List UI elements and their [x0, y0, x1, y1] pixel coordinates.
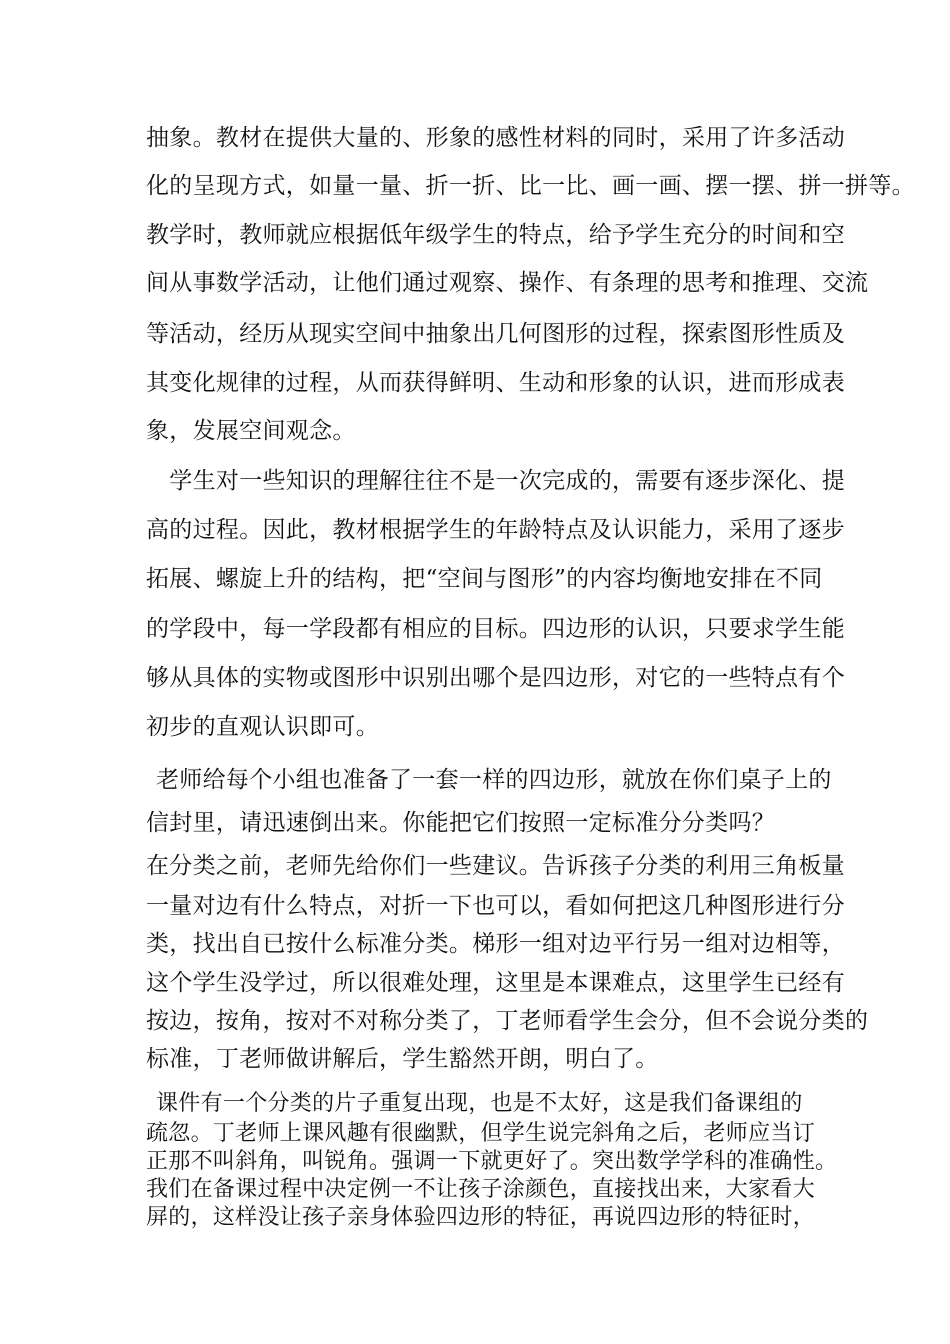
text-line: 一量对边有什么特点，对折一下也可以，看如何把这几种图形进行分	[146, 893, 845, 919]
text-line: 在分类之前，老师先给你们一些建议。告诉孩子分类的利用三角板量	[146, 853, 845, 879]
text-line: 信封里，请迅速倒出来。你能把它们按照一定标准分分类吗？	[146, 810, 776, 836]
text-line: 正那不叫斜角，叫锐角。强调一下就更好了。突出数学学科的准确性。	[146, 1149, 838, 1174]
text-line: 我们在备课过程中决定例一不让孩子涂颜色，直接找出来，大家看大	[146, 1177, 816, 1202]
text-line: 标准，丁老师做讲解后，学生豁然开朗，明白了。	[146, 1046, 659, 1072]
text-line: 拓展、螺旋上升的结构，把“空间与图形”的内容均衡地安排在不同	[146, 566, 823, 592]
text-line: 这个学生没学过，所以很难处理，这里是本课难点，这里学生已经有	[146, 970, 845, 996]
text-line: 教学时，教师就应根据低年级学生的特点，给予学生充分的时间和空	[146, 222, 845, 248]
text-line: 疏忽。丁老师上课风趣有很幽默，但学生说完斜角之后，老师应当订	[146, 1121, 816, 1146]
text-line: 课件有一个分类的片子重复出现，也是不太好，这是我们备课组的	[156, 1091, 803, 1116]
text-line: 其变化规律的过程，从而获得鲜明、生动和形象的认识，进而形成表	[146, 370, 845, 396]
text-line: 类，找出自已按什么标准分类。梯形一组对边平行另一组对边相等，	[146, 931, 845, 957]
text-line: 够从具体的实物或图形中识别出哪个是四边形，对它的一些特点有个	[146, 665, 845, 691]
text-line: 化的呈现方式，如量一量、折一折、比一比、画一画、摆一摆、拼一拼等。	[146, 173, 915, 199]
text-line: 高的过程。因此，教材根据学生的年龄特点及认识能力，采用了逐步	[146, 517, 845, 543]
text-line: 等活动，经历从现实空间中抽象出几何图形的过程，探索图形性质及	[146, 321, 845, 347]
text-line: 老师给每个小组也准备了一套一样的四边形，就放在你们桌子上的	[156, 767, 832, 793]
text-line: 初步的直观认识即可。	[146, 714, 379, 740]
text-line: 抽象。教材在提供大量的、形象的感性材料的同时，采用了许多活动	[146, 125, 845, 151]
text-line: 的学段中，每一学段都有相应的目标。四边形的认识，只要求学生能	[146, 616, 845, 642]
text-line: 间从事数学活动，让他们通过观察、操作、有条理的思考和推理、交流	[146, 270, 869, 296]
text-line: 屏的，这样没让孩子亲身体验四边形的特征，再说四边形的特征时，	[146, 1205, 816, 1230]
text-line: 象，发展空间观念。	[146, 418, 356, 444]
text-line: 按边，按角，按对不对称分类了，丁老师看学生会分，但不会说分类的	[146, 1008, 869, 1034]
text-line: 学生对一些知识的理解往往不是一次完成的，需要有逐步深化、提	[146, 468, 845, 494]
